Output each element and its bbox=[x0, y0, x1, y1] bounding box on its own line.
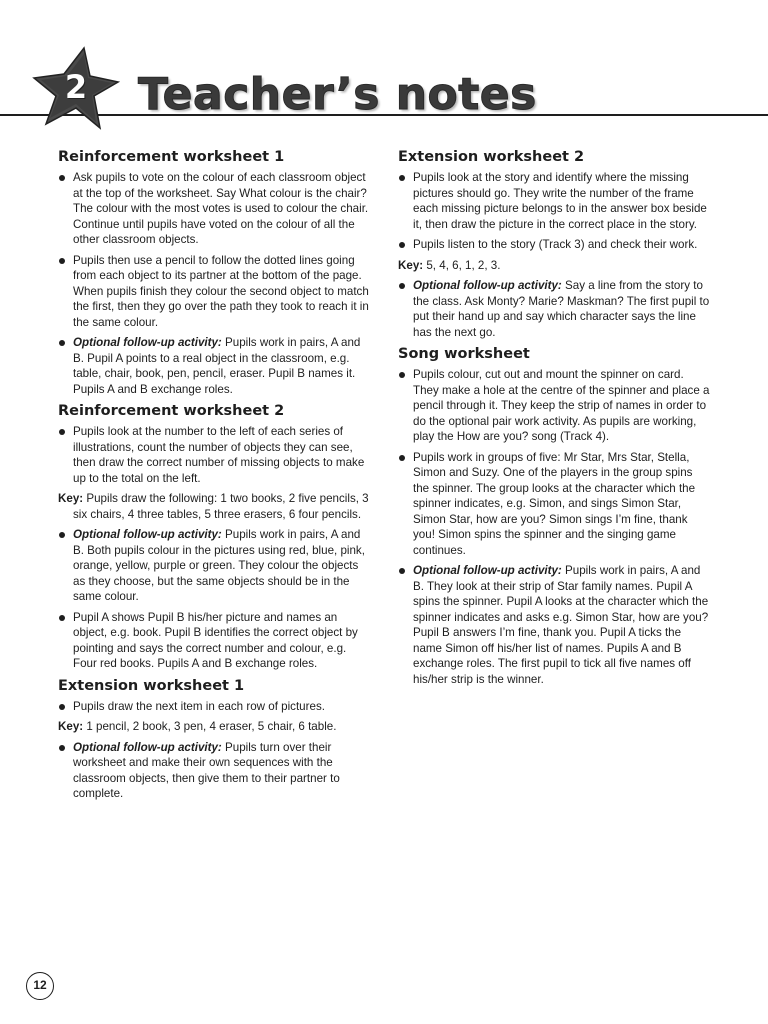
song-worksheet-section bbox=[398, 345, 710, 687]
section-title: Extension worksheet 2 bbox=[398, 149, 585, 165]
bullet-item: Pupil A shows Pupil B his/her picture and names an object, e.g. book. Pupil B identifies the correct object by pointing and says the correct number and colour, e.g. Four red books. Pupils A and B exchange roles. bbox=[58, 610, 370, 672]
optional-activity-text: Pupils turn over their worksheet and make their own sequences with the classroom objects, then give them to their partner to complete. bbox=[73, 740, 340, 800]
bullet-list bbox=[58, 424, 370, 486]
optional-activity-label: Optional follow-up activity: bbox=[73, 336, 222, 349]
optional-activity-label: Optional follow-up activity: bbox=[413, 564, 562, 577]
bullet-list bbox=[58, 699, 370, 715]
key-label: Key: bbox=[398, 258, 424, 272]
section-title: Reinforcement worksheet 1 bbox=[58, 149, 285, 165]
unit-star-badge bbox=[32, 46, 120, 134]
page-number: 12 bbox=[26, 972, 54, 1000]
bullet-item bbox=[58, 527, 370, 605]
page-title: Teacher’s notes bbox=[138, 69, 537, 120]
section-title: Extension worksheet 1 bbox=[58, 677, 245, 694]
extension-worksheet-1-section bbox=[58, 677, 370, 802]
bullet-list bbox=[398, 367, 710, 687]
bullet-list bbox=[58, 170, 370, 397]
optional-activity-text: Say a line from the story to the class. Ask Monty? Marie? Maskman? The first pupil to put their hand up and say which character says the line has the next go. bbox=[413, 279, 710, 339]
bullet-item: Pupils draw the next item in each row of pictures. bbox=[58, 699, 370, 715]
extension-worksheet-2-section bbox=[398, 148, 710, 340]
answer-key bbox=[398, 258, 710, 274]
optional-activity-text: Pupils work in pairs, A and B. Pupil A points to a real object in the classroom, e.g. table, chair, book, pen, pencil, eraser. Pupil B names it. Pupils A and B exchange roles. bbox=[73, 336, 361, 396]
answer-key bbox=[58, 719, 370, 735]
right-column bbox=[398, 148, 710, 692]
section-title: Reinforcement worksheet 2 bbox=[58, 403, 285, 419]
key-label: Key: bbox=[58, 492, 84, 505]
key-label: Key: bbox=[58, 720, 84, 733]
bullet-item: Pupils look at the story and identify where the missing pictures should go. They write the number of the frame each missing picture belongs to in the answer box beside it, then draw the picture in the correct place in the story. bbox=[398, 170, 710, 232]
bullet-list bbox=[58, 740, 370, 802]
bullet-list bbox=[58, 527, 370, 672]
bullet-item: Pupils listen to the story (Track 3) and check their work. bbox=[398, 237, 710, 253]
key-text: 1 pencil, 2 book, 3 pen, 4 eraser, 5 chair, 6 table. bbox=[83, 720, 337, 733]
left-column bbox=[58, 148, 370, 807]
optional-activity-label: Optional follow-up activity: bbox=[73, 740, 222, 754]
optional-activity-text: Pupils work in pairs, A and B. They look at their strip of Star family names. Pupil A spins the spinner. Pupil A looks at the character which the spinner indicates and asks e.g. Simon Star, how are you? Pupil B answers I’m fine, thank you. Pupil A ticks the name Simon off his/her list of names. Pupils A and B exchange roles. The first pupil to tick all five names off his/her strip is the winner. bbox=[413, 564, 709, 686]
bullet-item bbox=[58, 740, 370, 802]
key-text: 5, 4, 6, 1, 2, 3. bbox=[423, 258, 501, 272]
answer-key bbox=[58, 491, 370, 522]
bullet-item: Pupils work in groups of five: Mr Star, Mrs Star, Stella, Simon and Suzy. One of the players in the group spins the spinner. The group looks at the character which the spinner indicates, e.g. Simon, and sings Simon Star, Simon Star, how are you? Simon sings I’m fine, thank you! Simon spins the spinner and the singing game continues. bbox=[398, 450, 710, 559]
reinforcement-worksheet-1-section bbox=[58, 148, 370, 397]
key-text: Pupils draw the following: 1 two books, 2 five pencils, 3 six chairs, 4 three tables, 5 three erasers, 6 four pencils. bbox=[73, 492, 369, 521]
bullet-item: Pupils look at the number to the left of each series of illustrations, count the number of objects they can see, then draw the correct number of missing objects to make up to the total on the left. bbox=[58, 424, 370, 486]
optional-activity-label: Optional follow-up activity: bbox=[413, 279, 562, 292]
bullet-item bbox=[58, 335, 370, 397]
reinforcement-worksheet-2-section bbox=[58, 402, 370, 672]
unit-number: 2 bbox=[64, 68, 88, 106]
bullet-list bbox=[398, 170, 710, 253]
optional-activity-text: Pupils work in pairs, A and B. Both pupils colour in the pictures using red, blue, pink, orange, yellow, purple or green. They colour the objects as they choose, but the same objects should be in the same colour. bbox=[73, 528, 365, 603]
bullet-item bbox=[398, 278, 710, 340]
bullet-item: Pupils then use a pencil to follow the dotted lines going from each object to its partner at the bottom of the page. When pupils finish they colour the second object to match the first, then they go over the path they took to reach it in the same colour. bbox=[58, 253, 370, 331]
bullet-item: Ask pupils to vote on the colour of each classroom object at the top of the worksheet. Say What colour is the chair? The colour with the most votes is used to colour the chair. Continue until pupils have voted on the colour of all the other classroom objects. bbox=[58, 170, 370, 248]
section-title: Song worksheet bbox=[398, 346, 530, 362]
bullet-item: Pupils colour, cut out and mount the spinner on card. They make a hole at the centre of the spinner and place a pencil through it. They keep the strip of names in order to do the optional pair work activity. As pupils are working, play the How are you? song (Track 4). bbox=[398, 367, 710, 445]
bullet-list bbox=[398, 278, 710, 340]
bullet-item bbox=[398, 563, 710, 687]
optional-activity-label: Optional follow-up activity: bbox=[73, 528, 222, 541]
